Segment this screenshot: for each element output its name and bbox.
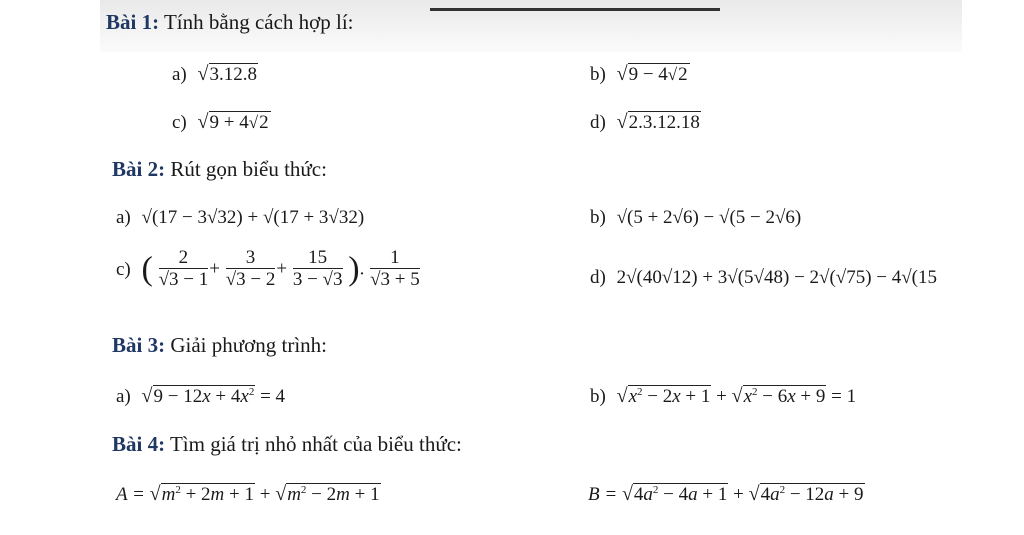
bai2-b-label: b) xyxy=(590,207,606,228)
bai3-b: b) $√x^2 - 2x + 1 + √x^2 - 6x + 9 = 1$ xyxy=(590,385,857,407)
frac2-num: 3 xyxy=(226,248,276,269)
right-paren: ) xyxy=(348,250,360,288)
bai4-A-lhs: A = xyxy=(116,484,145,505)
bai2-a xyxy=(116,206,364,230)
bai3-b-rhs: = 1 xyxy=(831,386,857,407)
bai3-b-label: b) xyxy=(590,386,606,407)
bai1-b-label: b) xyxy=(590,64,606,85)
frac4-den: √3 + 5 xyxy=(370,269,420,290)
bai1-title-text: Tính bằng cách hợp lí: xyxy=(159,10,354,34)
frac3-num: 15 xyxy=(293,248,343,269)
bai4-A-radical1: $√m^2 + 2m + 1$ xyxy=(149,483,254,505)
bai1-a-radicand: 3.12.8 xyxy=(209,64,257,85)
bai2-title-text: Rút gọn biểu thức: xyxy=(165,157,327,181)
bai2-c-frac4 xyxy=(370,248,420,291)
bai3-title-bold: Bài 3: xyxy=(112,333,166,357)
bai3-heading xyxy=(112,333,327,357)
bai2-d-expr: 2√(40√12) + 3√(5√48) − 2√(√75) − 4√(15 xyxy=(616,267,938,288)
bai1-a xyxy=(172,62,258,87)
bai1-b xyxy=(590,62,690,87)
bai2-a-expr: √(17 − 3√32) + √(17 + 3√32) xyxy=(141,207,365,228)
bai3-b-radical2: $√x^2 - 6x + 9$ xyxy=(731,385,826,407)
left-paren: ( xyxy=(141,250,153,288)
bai1-a-expr: √3.12.8 xyxy=(197,63,257,85)
bai1-b-radicand: 9 − 4 xyxy=(628,64,668,85)
bai3-a-radical: $√9 - 12x + 4x^2$ xyxy=(141,385,255,407)
bai1-d-label: d) xyxy=(590,112,606,133)
bai1-c-radicand: 9 + 4 xyxy=(209,112,249,133)
bai1-d-radicand: 2.3.12.18 xyxy=(628,112,700,133)
bai2-c-frac3 xyxy=(293,248,343,291)
bai4-title-text: Tìm giá trị nhỏ nhất của biểu thức: xyxy=(165,432,462,456)
bai4-title-bold: Bài 4: xyxy=(112,432,166,456)
bai2-title-bold: Bài 2: xyxy=(112,157,166,181)
frac4-num: 1 xyxy=(370,248,420,269)
bai3-b-radical1: $√x^2 - 2x + 1$ xyxy=(616,385,711,407)
bai4-A: $A = √m^2 + 2m + 1 + √m^2 - 2m + 1$ xyxy=(116,483,380,505)
bai1-b-inner: 2 xyxy=(678,64,688,85)
bai1-heading xyxy=(106,10,354,34)
bai4-heading xyxy=(112,432,462,456)
bai2-c-frac1 xyxy=(159,248,209,291)
bai1-d xyxy=(590,110,701,135)
bai2-b-expr: √(5 + 2√6) − √(5 − 2√6) xyxy=(616,207,802,228)
bai1-a-label: a) xyxy=(172,64,187,85)
bai2-heading xyxy=(112,157,327,181)
frac2-den: √3 − 2 xyxy=(225,269,276,290)
bai4-B-radical2: $√4a^2 - 12a + 9$ xyxy=(748,483,864,505)
bai3-title-text: Giải phương trình: xyxy=(165,333,327,357)
bai2-c-label: c) xyxy=(116,258,131,280)
bai1-title-bold: Bài 1: xyxy=(106,10,160,34)
bai4-B: $B = √4a^2 - 4a + 1 + √4a^2 - 12a + 9$ xyxy=(588,483,864,505)
bai3-a-rhs: = 4 xyxy=(260,386,286,407)
bai1-c-inner: 2 xyxy=(259,112,269,133)
bai4-A-radical2: $√m^2 - 2m + 1$ xyxy=(275,483,380,505)
frac1-num: 2 xyxy=(159,248,209,269)
bai2-d xyxy=(590,266,937,290)
bai1-d-expr: √2.3.12.18 xyxy=(616,111,700,133)
bai4-B-lhs: B = xyxy=(588,484,618,505)
bai2-c: c) ( $\frac{2}{√3 - 1}$ + $\frac{3}{√3 - 2}$ + $\frac{15}{3 - √3}$ ). $\frac{1}{√3 + 5}$ xyxy=(116,247,420,290)
header-rule xyxy=(430,8,720,11)
bai1-b-expr: √9 − 4√2 xyxy=(616,63,688,85)
bai2-c-frac2 xyxy=(226,248,276,291)
bai1-c xyxy=(172,110,271,135)
bai4-B-radical1: $√4a^2 - 4a + 1$ xyxy=(621,483,728,505)
bai2-b xyxy=(590,206,801,230)
bai2-d-label: d) xyxy=(590,267,606,288)
bai1-c-expr: √9 + 4√2 xyxy=(197,111,269,133)
bai2-a-label: a) xyxy=(116,207,131,228)
frac3-den: 3 − √3 xyxy=(292,269,343,290)
bai3-a-label: a) xyxy=(116,386,131,407)
bai3-a xyxy=(116,384,285,409)
bai1-c-label: c) xyxy=(172,112,187,133)
frac1-den: √3 − 1 xyxy=(158,269,209,290)
